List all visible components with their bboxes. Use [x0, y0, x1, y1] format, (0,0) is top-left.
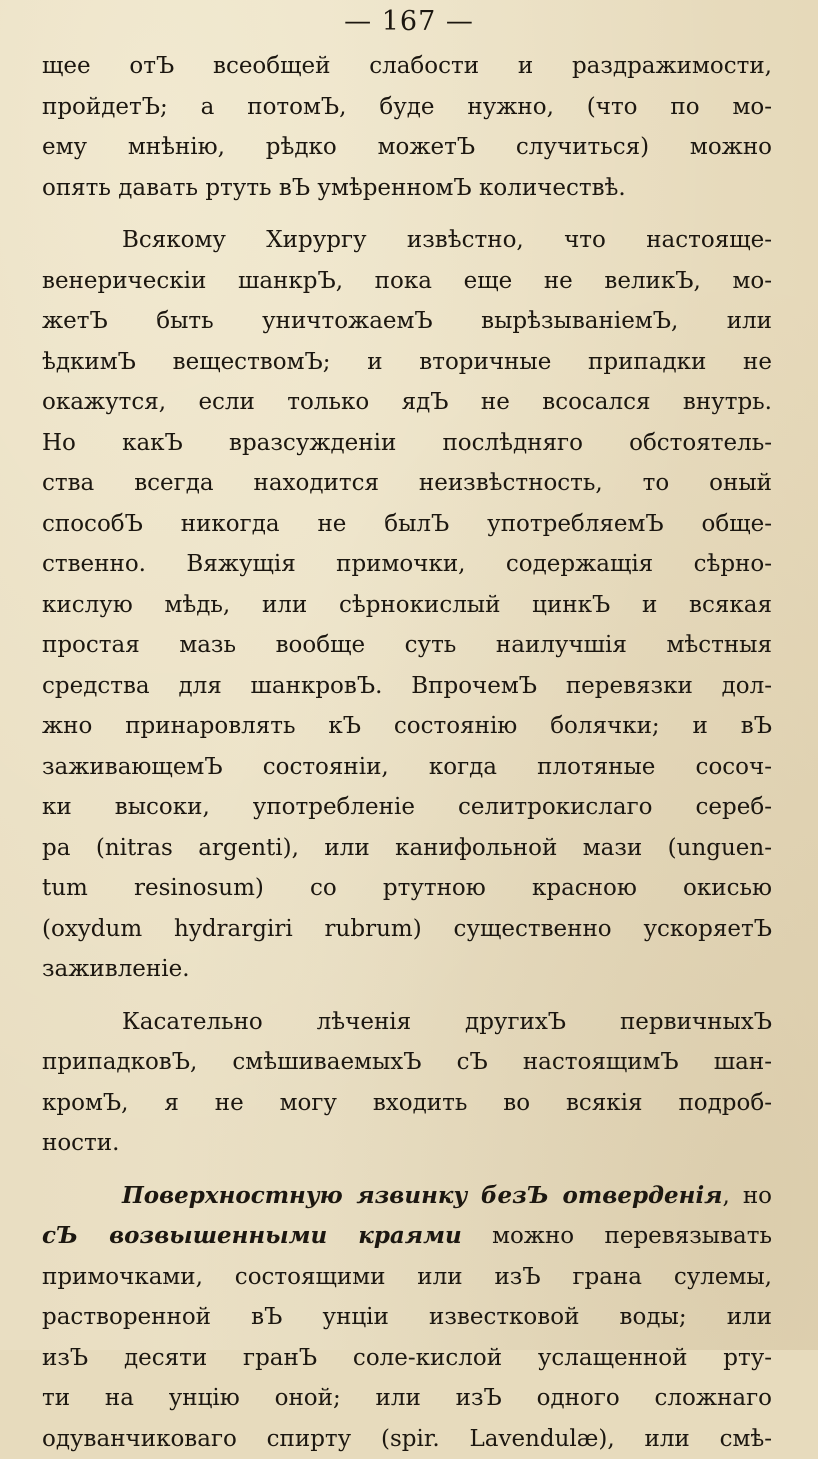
paragraph-gap [42, 208, 772, 220]
text-line: ства всегда находится неизвѣстность, то оный [42, 463, 772, 504]
text-line: окажутся, если только ядЪ не всосался внутрь. [42, 382, 772, 423]
paragraph-gap [42, 1164, 772, 1176]
text-line: изЪ десяти гранЪ соле-кислой услащенной рту- [42, 1338, 772, 1379]
text-line: заживленіе. [42, 949, 772, 990]
text-line: жно принаровлять кЪ состоянію болячки; и вЪ [42, 706, 772, 747]
text-line: Поверхностную язвинку безЪ отверденія, но [42, 1176, 772, 1217]
italic-phrase: сЪ возвышенными краями [42, 1222, 462, 1249]
page-number: — 167 — [0, 6, 818, 37]
text-line: способЪ никогда не былЪ употребляемЪ обще- [42, 504, 772, 545]
text-line: сЪ возвышенными краями можно перевязывать [42, 1216, 772, 1257]
text-line: венерическіи шанкрЪ, пока еще не великЪ, мо- [42, 261, 772, 302]
text-line: щее отЪ всеобщей слабости и раздражимости, [42, 46, 772, 87]
text-line: средства для шанкровЪ. ВпрочемЪ перевязки дол- [42, 666, 772, 707]
text-line: (oxydum hydrargiri rubrum) существенно ускоряетЪ [42, 909, 772, 950]
text-line: опять давать ртуть вЪ умѣренномЪ количествѣ. [42, 168, 772, 209]
text-line: tum resinosum) со ртутною красною окисью [42, 868, 772, 909]
text-line: растворенной вЪ унціи известковой воды; или [42, 1297, 772, 1338]
body-text [42, 46, 772, 1459]
italic-phrase: Поверхностную язвинку безЪ отверденія [122, 1182, 723, 1209]
text-line: Всякому Хирургу извѣстно, что настояще- [42, 220, 772, 261]
text-line: ему мнѣнію, рѣдко можетЪ случиться) можно [42, 127, 772, 168]
text-line: простая мазь вообще суть наилучшія мѣстныя [42, 625, 772, 666]
text-line: Но какЪ вразсужденіи послѣдняго обстоятель- [42, 423, 772, 464]
text-line: одуванчиковаго спирту (spir. Lavendulæ), или смѣ- [42, 1419, 772, 1459]
text-line: ки высоки, употребленіе селитрокислаго сереб- [42, 787, 772, 828]
text-line: кислую мѣдь, или сѣрнокислый цинкЪ и всякая [42, 585, 772, 626]
paragraph-gap [42, 990, 772, 1002]
text-line: пройдетЪ; а потомЪ, буде нужно, (что по мо- [42, 87, 772, 128]
text-line: ти на унцію оной; или изЪ одного сложнаго [42, 1378, 772, 1419]
text-line: Касательно лѣченія другихЪ первичныхЪ [42, 1002, 772, 1043]
text-line: примочками, состоящими или изЪ грана сулемы, [42, 1257, 772, 1298]
text-line: припадковЪ, смѣшиваемыхЪ сЪ настоящимЪ шан- [42, 1042, 772, 1083]
text-line: кромЪ, я не могу входить во всякія подроб- [42, 1083, 772, 1124]
text-line: ности. [42, 1123, 772, 1164]
text-line: ра (nitras argenti), или канифольной мази (unguen- [42, 828, 772, 869]
text-line: ственно. Вяжущія примочки, содержащія сѣрно- [42, 544, 772, 585]
text-line: жетЪ быть уничтожаемЪ вырѣзываніемЪ, или [42, 301, 772, 342]
text-line: заживающемЪ состояніи, когда плотяные сосоч- [42, 747, 772, 788]
text-line: ѣдкимЪ веществомЪ; и вторичные припадки не [42, 342, 772, 383]
